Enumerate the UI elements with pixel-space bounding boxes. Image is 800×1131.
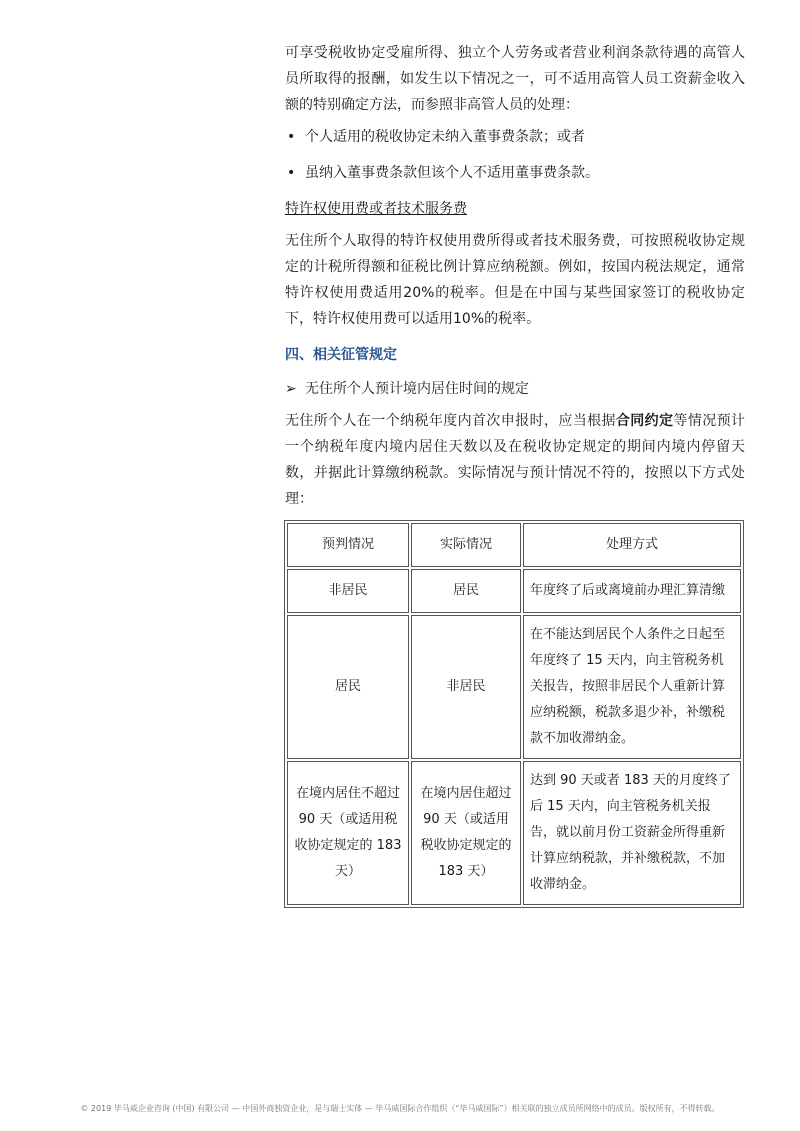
table-cell: 年度终了后或离境前办理汇算清缴 [523,569,741,613]
list-item-text: 个人适用的税收协定未纳入董事费条款；或者 [305,129,585,145]
column-header: 预判情况 [287,523,409,567]
table-cell: 在境内居住超过 90 天（或适用税收协定规定的 183 天） [411,761,521,905]
list-item-text: 虽纳入董事费条款但该个人不适用董事费条款。 [305,165,599,181]
table-row [287,615,741,759]
intro-paragraph: 可享受税收协定受雇所得、独立个人劳务或者营业利润条款待遇的高管人员所取得的报酬，如发生以下情况之一，可不适用高管人员工资薪金收入额的特别确定方法，而参照非高管人员的处理： [285,45,745,113]
arrow-bullet-icon: ➢ [285,381,297,397]
document-body [285,40,745,908]
residence-paragraph [285,408,745,512]
table-cell: 非居民 [287,569,409,613]
arrow-list-item [285,376,745,402]
table-row [287,761,741,905]
bullet-icon: • [287,165,296,181]
royalty-paragraph: 无住所个人取得的特许权使用费所得或者技术服务费，可按照税收协定规定的计税所得额和征税比例计算应纳税额。例如，按国内税法规定，通常特许权使用费适用20%的税率。但是在中国与某些国家签订的税收协定下，特许权使用费可以适用10%的税率。 [285,233,745,327]
table-cell: 在不能达到居民个人条件之日起至年度终了 15 天内，向主管税务机关报告，按照非居民个人重新计算应纳税额，税款多退少补，补缴税款不加收滞纳金。 [523,615,741,759]
column-header: 实际情况 [411,523,521,567]
table-row [287,569,741,613]
table-header-row [287,523,741,567]
copyright-footer: © 2019 毕马威企业咨询 (中国) 有限公司 — 中国外商独资企业，是与瑞士实体 — 毕马威国际合作组织（“毕马威国际”）相关联的独立成员所网络中的成员。版权所有，不得转载。 [80,1104,720,1113]
paragraph-text: 无住所个人在一个纳税年度内首次申报时，应当根据 [285,413,616,429]
arrow-item-text: 无住所个人预计境内居住时间的规定 [305,381,529,397]
table-cell: 非居民 [411,615,521,759]
list-item [285,160,745,186]
bullet-icon: • [287,129,296,145]
table-cell: 在境内居住不超过 90 天（或适用税收协定规定的 183 天） [287,761,409,905]
table-cell: 居民 [287,615,409,759]
list-item [285,124,745,150]
table-cell: 居民 [411,569,521,613]
royalty-heading: 特许权使用费或者技术服务费 [285,201,467,217]
handling-table [284,520,744,908]
condition-list [285,124,745,186]
table-cell: 达到 90 天或者 183 天的月度终了后 15 天内，向主管税务机关报告，就以前月份工资薪金所得重新计算应纳税款，并补缴税款，不加收滞纳金。 [523,761,741,905]
column-header: 处理方式 [523,523,741,567]
emphasis-text: 合同约定 [615,413,674,429]
section-title: 四、相关征管规定 [285,347,397,363]
paragraph-text: 等情况预计一个纳税年度内境内居住天数以及在税收协定规定的期间内境内停留天数，并据此计算缴纳税款。实际情况与预计情况不符的，按照以下方式处理： [285,413,746,507]
